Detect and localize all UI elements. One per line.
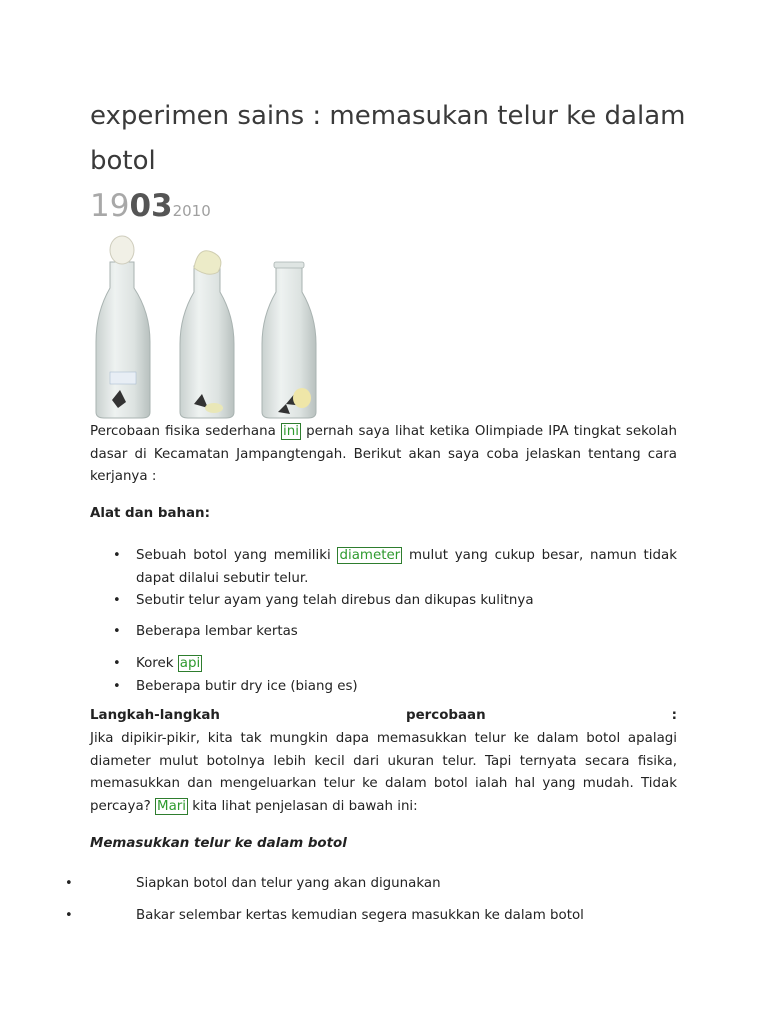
intro-link[interactable]: ini — [283, 424, 299, 439]
bullet: • — [113, 679, 121, 694]
bullet: • — [113, 548, 121, 563]
steps-intro-text: Jika dipikir-pikir, kita tak mungkin dapa memasukkan telur ke dalam botol apalagi diameter mulut botolnya lebih kecil dari ukuran telur. Tapi ternyata secara fisika, memasukkan dan mengeluarkan telur ke dalam botol ialah hal yang mudah. Tidak percaya? — [90, 731, 677, 814]
steps-intro-paragraph — [90, 728, 677, 818]
material-3-text: Beberapa lembar kertas — [136, 624, 298, 639]
bullet: • — [113, 593, 121, 608]
date-year: 2010 — [172, 202, 211, 220]
list-item — [113, 590, 677, 613]
bottle-3 — [262, 262, 316, 418]
date-day: 19 — [90, 188, 130, 224]
materials-heading: Alat dan bahan: — [90, 506, 210, 521]
bottle-2 — [180, 251, 234, 418]
bullet: • — [113, 624, 121, 639]
diameter-link[interactable]: diameter — [339, 548, 401, 563]
post-date — [90, 188, 211, 228]
date-month: 03 — [129, 188, 173, 224]
intro-text-end: pernah saya lihat ketika Olimpiade IPA tingkat sekolah dasar di Kecamatan Jampangtengah. Berikut akan saya coba jelaskan tentang cara kerjanya : — [90, 424, 677, 484]
section-heading: Memasukkan telur ke dalam botol — [90, 836, 347, 851]
api-link[interactable]: api — [179, 656, 201, 671]
steps-heading-word2: percobaan — [406, 708, 486, 723]
bullet: • — [65, 876, 73, 891]
step-1-text: Siapkan botol dan telur yang akan digunakan — [136, 876, 441, 891]
page-title: experimen sains : memasukan telur ke dalam botol — [90, 101, 686, 176]
list-item — [113, 676, 677, 699]
list-item — [113, 653, 677, 676]
material-1-text: Sebuah botol yang memiliki — [136, 548, 338, 563]
bullet: • — [113, 656, 121, 671]
bullet: • — [65, 908, 73, 923]
intro-text-start: Percobaan fisika sederhana — [90, 424, 281, 439]
material-5-text: Beberapa butir dry ice (biang es) — [136, 679, 358, 694]
egg-bottle-photo — [90, 232, 320, 422]
steps-heading-colon: : — [671, 708, 677, 723]
material-1-text-end: mulut yang cukup besar, namun tidak dapat dilalui sebutir telur. — [136, 548, 677, 586]
material-4-text: Korek — [136, 656, 178, 671]
list-item — [113, 621, 677, 644]
bottle-1 — [96, 236, 150, 418]
material-2-text: Sebutir telur ayam yang telah direbus dan dikupas kulitnya — [136, 593, 534, 608]
steps-heading — [90, 708, 677, 730]
intro-paragraph — [90, 421, 677, 489]
step-2-text: Bakar selembar kertas kemudian segera masukkan ke dalam botol — [136, 908, 584, 923]
list-item — [113, 545, 677, 590]
list-item — [65, 873, 677, 895]
steps-heading-word1: Langkah-langkah — [90, 708, 220, 723]
mari-link[interactable]: Mari — [157, 798, 187, 814]
list-item — [65, 905, 677, 927]
steps-intro-text-end: kita lihat penjelasan di bawah ini: — [188, 798, 418, 814]
